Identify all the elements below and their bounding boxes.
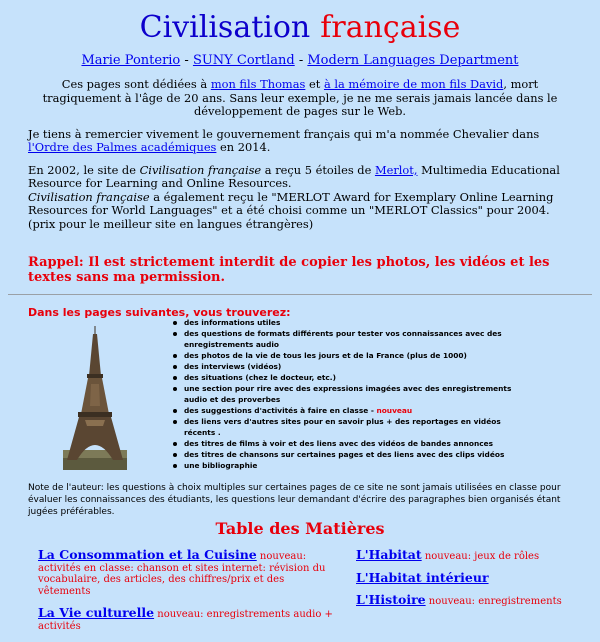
title-civilisation: Civilisation [139, 10, 311, 45]
site-name: Civilisation française [28, 189, 150, 204]
list-item [170, 416, 530, 438]
author-note: Note de l'auteur: les questions à choix multiples sur certaines pages de ce site ne sont jamais utilisées en classe pour évaluer les connaissances des étudiants, les questions leur demandant d'écrire des paragraphes bien organisés étant jugées préférables. [28, 483, 561, 517]
feature-text: des liens vers d'autres sites pour en savoir plus + des reportages en vidéos récents . [184, 417, 501, 437]
toc-link-consommation[interactable]: La Consommation et la Cuisine [38, 547, 257, 562]
list-item [170, 350, 530, 361]
toc-entry [38, 607, 338, 632]
toc-extra-note: + activités [38, 609, 333, 632]
toc-new-note: nouveau: enregistrements audio [154, 609, 322, 620]
son-thomas-link[interactable]: mon fils Thomas [210, 77, 306, 91]
toc-right-column [356, 549, 586, 617]
list-item [170, 372, 530, 383]
eiffel-tower-photo [63, 326, 127, 470]
palmes-link[interactable]: l'Ordre des Palmes académiques [28, 140, 217, 154]
separator: - [180, 53, 193, 68]
features-list [170, 317, 530, 471]
dedication-paragraph [38, 78, 562, 119]
awards-paragraph [28, 164, 572, 232]
toc-left-column [38, 549, 338, 642]
feature-text: des titres de films à voir et des liens avec des vidéos de bandes annonces [184, 439, 494, 448]
list-item [170, 449, 530, 460]
dedication-text: Ces pages sont dédiées à [61, 77, 211, 91]
toc-title: Table des Matières [215, 519, 385, 538]
feature-text: des interviews (vidéos) [184, 362, 282, 371]
merlot-link[interactable]: Merlot, [374, 162, 418, 177]
toc-entry [356, 569, 586, 586]
toc-link-histoire[interactable]: L'Histoire [356, 592, 426, 607]
list-item [170, 383, 530, 405]
site-name: Civilisation française [139, 162, 262, 177]
copyright-warning: Rappel: Il est strictement interdit de copier les photos, les vidéos et les textes sans ma permission. [28, 255, 550, 285]
toc-link-vie-culturelle[interactable]: La Vie culturelle [38, 605, 155, 620]
list-item [170, 317, 530, 328]
feature-text: des titres de chansons sur certaines pages et des liens avec des clips vidéos [184, 450, 505, 459]
divider [8, 294, 592, 295]
son-david-link[interactable]: à la mémoire de mon fils David [323, 77, 504, 91]
thanks-paragraph [28, 128, 572, 155]
department-link[interactable]: Modern Languages Department [307, 53, 519, 68]
thanks-text: en 2014. [216, 140, 271, 154]
feature-text: des informations utiles [184, 318, 281, 327]
feature-text: des photos de la vie de tous les jours et de la France (plus de 1000) [184, 351, 467, 360]
toc-entry [356, 594, 586, 608]
list-item [170, 438, 530, 449]
toc-new-note: nouveau: jeux de rôles [421, 551, 540, 562]
dedication-text: et [305, 77, 324, 91]
list-item [170, 460, 530, 471]
toc-entry [38, 549, 338, 597]
credits-line [0, 53, 600, 68]
university-link[interactable]: SUNY Cortland [192, 53, 295, 68]
feature-text: une section pour rire avec des expressions imagées avec des enregistrements audio et des proverbes [184, 384, 512, 404]
feature-text: des suggestions d'activités à faire en classe - [184, 406, 377, 415]
feature-text: une bibliographie [184, 461, 258, 470]
toc-link-habitat[interactable]: L'Habitat [356, 547, 422, 562]
feature-text: des situations (chez le docteur, etc.) [184, 373, 336, 382]
toc-link-habitat-interieur[interactable]: L'Habitat intérieur [356, 569, 489, 585]
awards-text: a également reçu le "MERLOT Award for Exemplary Online Learning Resources for World Languages" et a été choisi comme un "MERLOT Classics" pour 2004. (prix pour le meilleur site en langues étrangères) [28, 189, 554, 231]
toc-entry [356, 549, 586, 563]
author-link[interactable]: Marie Ponterio [81, 53, 181, 68]
features-intro: Dans les pages suivantes, vous trouverez: [28, 306, 291, 319]
new-badge: nouveau [376, 406, 413, 415]
awards-text: En 2002, le site de [28, 162, 140, 177]
title-francaise: française [320, 10, 461, 45]
list-item [170, 405, 530, 416]
awards-text: Multimedia Educational Resource for Learning and Online Resources. [28, 162, 560, 190]
toc-new-note: nouveau: activités en classe: chanson et sites internet: révision du vocabulaire, des articles, des chiffres/prix et des vêtements [38, 551, 326, 597]
toc-new-note: nouveau: enregistrements [425, 596, 562, 607]
dedication-text: , mort tragiquement à l'âge de 20 ans. Sans leur exemple, je ne me serais jamais lancée dans le développement de pages sur le Web. [42, 77, 558, 118]
awards-text: a reçu 5 étoiles de [261, 162, 375, 177]
feature-text: des questions de formats différents pour tester vos connaissances avec des enregistrements audio [184, 329, 502, 349]
list-item [170, 361, 530, 372]
page-title [0, 8, 600, 48]
list-item [170, 328, 530, 350]
thanks-text: Je tiens à remercier vivement le gouvernement français qui m'a nommée Chevalier dans [28, 126, 540, 141]
separator: - [294, 53, 308, 68]
